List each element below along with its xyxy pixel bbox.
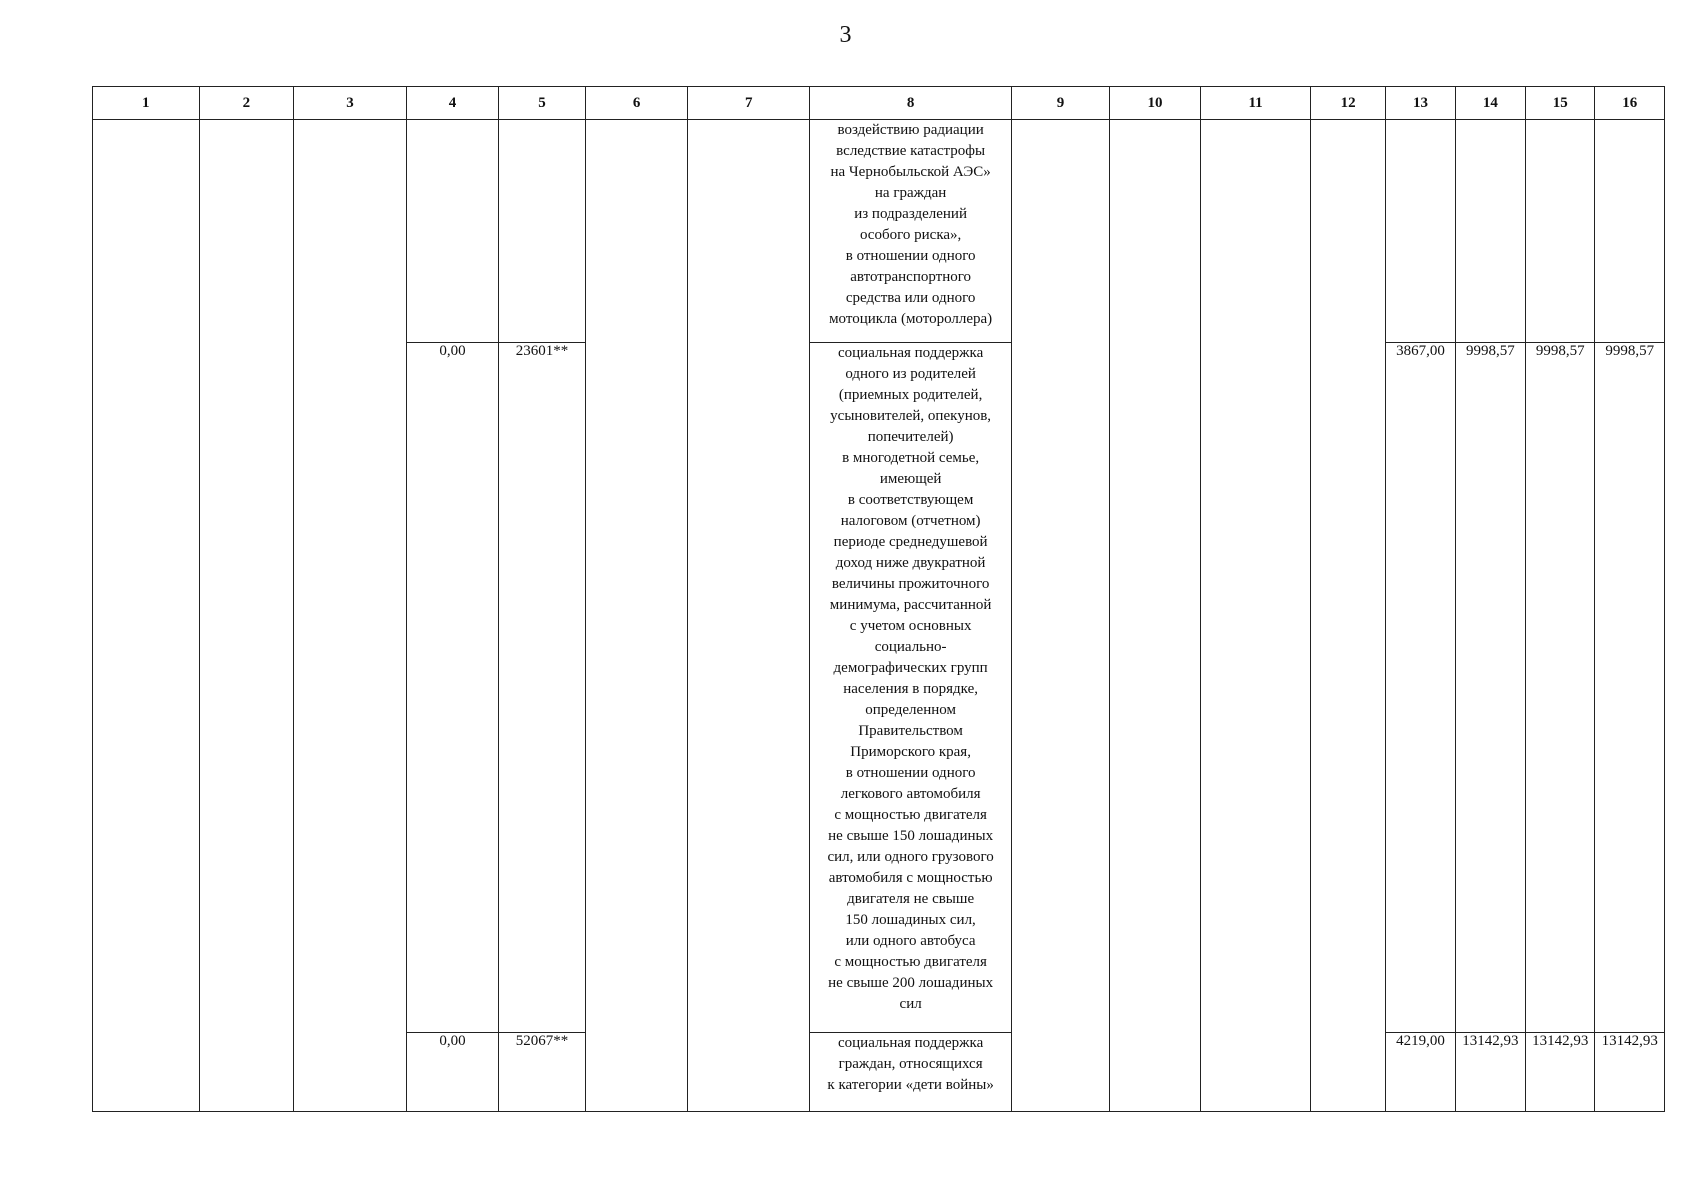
cell-col13: 4219,00 — [1386, 1033, 1455, 1112]
description-line: налоговом (отчетном) — [840, 513, 981, 529]
description-line: к категории «дети войны» — [827, 1077, 994, 1093]
cell-col15 — [1526, 120, 1595, 343]
description-line: сил, или одного грузового — [827, 849, 994, 865]
description-line: минимума, рассчитанной — [829, 597, 992, 613]
description-line: в отношении одного — [845, 248, 976, 264]
col-header-3: 3 — [294, 87, 407, 120]
col-header-6: 6 — [585, 87, 688, 120]
description-line: социальная поддержка — [837, 345, 984, 361]
cell-col12 — [1310, 120, 1385, 1112]
description-line: вследствие катастрофы — [836, 143, 986, 159]
cell-col2 — [199, 120, 294, 1112]
header-row — [93, 87, 1665, 120]
description-line: определенном — [865, 702, 956, 718]
cell-col8-description — [810, 343, 1012, 1033]
cell-col16 — [1595, 120, 1665, 343]
description-line: граждан, относящихся — [838, 1056, 983, 1072]
description-line: двигателя не свыше — [847, 891, 975, 907]
cell-col6 — [585, 120, 688, 1112]
description-line: на граждан — [874, 185, 947, 201]
cell-col5: 23601** — [499, 343, 585, 1033]
description-line: имеющей — [879, 471, 942, 487]
cell-col8-description — [810, 120, 1012, 343]
tax-benefits-table — [92, 86, 1665, 1112]
description-line: периоде среднедушевой — [833, 534, 988, 550]
description-line: в соответствующем — [847, 492, 974, 508]
table-row — [93, 120, 1665, 343]
description-line: социально- — [874, 639, 947, 655]
cell-col3 — [294, 120, 407, 1112]
description-line: в отношении одного — [845, 765, 976, 781]
description-line: воздействию радиации — [837, 122, 984, 138]
cell-col15: 13142,93 — [1526, 1033, 1595, 1112]
cell-col14 — [1455, 120, 1525, 343]
cell-col15: 9998,57 — [1526, 343, 1595, 1033]
description-line: одного из родителей — [845, 366, 976, 382]
description-line: населения в порядке, — [843, 681, 978, 697]
description-line: на Чернобыльской АЭС» — [830, 164, 991, 180]
description-line: 150 лошадиных сил, — [845, 912, 976, 928]
cell-col11 — [1201, 120, 1311, 1112]
description-line: с учетом основных — [849, 618, 972, 634]
col-header-10: 10 — [1109, 87, 1201, 120]
cell-col14: 13142,93 — [1455, 1033, 1525, 1112]
col-header-14: 14 — [1455, 87, 1525, 120]
col-header-13: 13 — [1386, 87, 1455, 120]
description-line: Правительством — [858, 723, 963, 739]
description-line: величины прожиточного — [831, 576, 990, 592]
cell-col8-description — [810, 1033, 1012, 1112]
description-line: доход ниже двукратной — [835, 555, 986, 571]
description-line: с мощностью двигателя — [834, 954, 987, 970]
col-header-1: 1 — [93, 87, 200, 120]
cell-col5: 52067** — [499, 1033, 585, 1112]
cell-col16: 13142,93 — [1595, 1033, 1665, 1112]
col-header-2: 2 — [199, 87, 294, 120]
cell-col7 — [688, 120, 810, 1112]
cell-col16: 9998,57 — [1595, 343, 1665, 1033]
cell-col13: 3867,00 — [1386, 343, 1455, 1033]
description-line: (приемных родителей, — [838, 387, 983, 403]
cell-col9 — [1012, 120, 1110, 1112]
description-line: в многодетной семье, — [842, 450, 980, 466]
description-line: легкового автомобиля — [840, 786, 981, 802]
description-line: средства или одного — [845, 290, 976, 306]
cell-col10 — [1109, 120, 1201, 1112]
description-line: Приморского края, — [850, 744, 971, 760]
col-header-5: 5 — [499, 87, 585, 120]
col-header-4: 4 — [406, 87, 499, 120]
description-line: попечителей) — [867, 429, 954, 445]
page-number: 3 — [839, 22, 852, 48]
description-line: автотранспортного — [850, 269, 972, 285]
description-line: сил — [899, 996, 922, 1012]
cell-col14: 9998,57 — [1455, 343, 1525, 1033]
cell-col1 — [93, 120, 200, 1112]
cell-col5 — [499, 120, 585, 343]
col-header-15: 15 — [1526, 87, 1595, 120]
description-line: с мощностью двигателя — [834, 807, 987, 823]
cell-col4 — [406, 120, 499, 343]
col-header-7: 7 — [688, 87, 810, 120]
description-line: особого риска», — [859, 227, 962, 243]
description-line: мотоцикла (мотороллера) — [829, 311, 993, 327]
col-header-8: 8 — [810, 87, 1012, 120]
cell-col4: 0,00 — [406, 1033, 499, 1112]
description-line: или одного автобуса — [845, 933, 976, 949]
cell-col4: 0,00 — [406, 343, 499, 1033]
description-line: демографических групп — [833, 660, 988, 676]
cell-col13 — [1386, 120, 1455, 343]
description-line: усыновителей, опекунов, — [830, 408, 992, 424]
description-line: социальная поддержка — [837, 1035, 984, 1051]
col-header-11: 11 — [1201, 87, 1311, 120]
description-line: не свыше 200 лошадиных — [828, 975, 994, 991]
col-header-12: 12 — [1310, 87, 1385, 120]
description-line: из подразделений — [854, 206, 967, 222]
col-header-9: 9 — [1012, 87, 1110, 120]
description-line: автомобиля с мощностью — [828, 870, 993, 886]
col-header-16: 16 — [1595, 87, 1665, 120]
description-line: не свыше 150 лошадиных — [828, 828, 994, 844]
